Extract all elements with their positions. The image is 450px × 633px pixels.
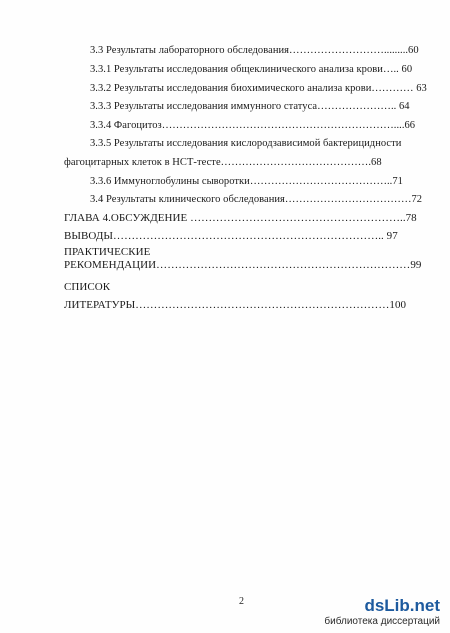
toc-entry-references-line2: ЛИТЕРАТУРЫ……………………………………………………………100 bbox=[64, 299, 407, 311]
toc-entry-3-3-2: 3.3.2 Результаты исследования биохимического анализа крови………… 63 bbox=[90, 83, 427, 94]
page-number: 2 bbox=[239, 596, 244, 607]
toc-entry-3-4: 3.4 Результаты клинического обследования………………………………72 bbox=[90, 194, 423, 205]
watermark-subtitle: библиотека диссертаций bbox=[324, 616, 440, 627]
watermark-brand: dsLib.net bbox=[364, 596, 440, 615]
toc-entry-3-3-4: 3.3.4 Фагоцитоз…………………………………………………………....66 bbox=[90, 120, 416, 131]
toc-entry-conclusions: ВЫВОДЫ……………………………………………………………….. 97 bbox=[64, 230, 398, 242]
toc-entry-3-3-6: 3.3.6 Иммуноглобулины сыворотки…………………………………..71 bbox=[90, 176, 403, 187]
toc-entry-3-3: 3.3 Результаты лабораторного обследования……………………….........60 bbox=[90, 45, 419, 56]
toc-entry-3-3-1: 3.3.1 Результаты исследования общеклинического анализа крови….. 60 bbox=[90, 64, 413, 75]
toc-entry-references-line1: СПИСОК bbox=[64, 281, 111, 293]
toc-entry-3-3-5-line2: фагоцитарных клеток в НСТ-тесте…………………………………….68 bbox=[64, 157, 382, 168]
watermark-logo bbox=[324, 597, 440, 627]
toc-entry-recommendations-line2: РЕКОМЕНДАЦИИ……………………………………………………………99 bbox=[64, 259, 422, 271]
toc-entry-3-3-3: 3.3.3 Результаты исследования иммунного статуса………………….. 64 bbox=[90, 101, 410, 112]
toc-entry-3-3-5-line1: 3.3.5 Результаты исследования кислородзависимой бактерицидности bbox=[90, 138, 402, 149]
toc-entry-chapter-4: ГЛАВА 4.ОБСУЖДЕНИЕ …………………………………………………..78 bbox=[64, 212, 417, 224]
toc-entry-recommendations-line1: ПРАКТИЧЕСКИЕ bbox=[64, 246, 151, 258]
